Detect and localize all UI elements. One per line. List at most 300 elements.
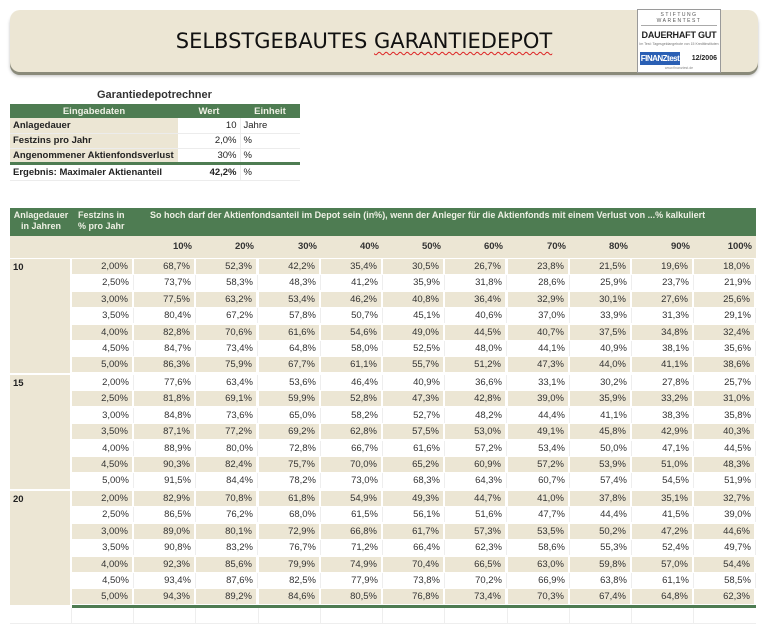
share-cell: 62,3% — [694, 589, 756, 604]
share-cell: 76,7% — [259, 540, 321, 555]
title-text-part2: GARANTIEDEPOT — [374, 29, 553, 53]
duration-label: 10 — [10, 259, 70, 373]
share-cell: 37,0% — [508, 308, 570, 323]
rate-cell: 4,00% — [72, 325, 134, 340]
share-cell: 48,0% — [445, 341, 507, 356]
share-cell: 40,8% — [383, 292, 445, 307]
share-cell: 83,2% — [196, 540, 258, 555]
loss-column-header: 60% — [483, 241, 503, 252]
share-cell: 82,5% — [259, 573, 321, 588]
share-cell: 37,8% — [570, 491, 632, 506]
badge-rating: DAUERHAFT GUT — [641, 30, 717, 40]
share-cell: 75,9% — [196, 357, 258, 372]
share-cell: 35,6% — [694, 341, 756, 356]
share-cell: 90,8% — [134, 540, 196, 555]
share-cell: 70,2% — [445, 573, 507, 588]
share-cell: 52,7% — [383, 408, 445, 423]
share-cell: 51,2% — [445, 357, 507, 372]
share-cell: 47,7% — [508, 507, 570, 522]
share-cell: 70,6% — [196, 325, 258, 340]
share-cell: 54,4% — [694, 557, 756, 572]
table-row — [72, 325, 756, 341]
calc-row-duration — [10, 118, 300, 133]
table-row — [72, 308, 756, 324]
share-cell: 66,9% — [508, 573, 570, 588]
share-cell: 30,1% — [570, 292, 632, 307]
share-cell: 55,3% — [570, 540, 632, 555]
share-cell: 84,8% — [134, 408, 196, 423]
finanztest-badge — [637, 9, 721, 73]
share-cell: 62,3% — [445, 540, 507, 555]
share-cell: 21,5% — [570, 259, 632, 274]
share-cell: 66,8% — [321, 524, 383, 539]
share-cell: 57,5% — [383, 424, 445, 439]
share-cell: 54,6% — [321, 325, 383, 340]
share-cell: 47,3% — [383, 391, 445, 406]
share-cell: 82,9% — [134, 491, 196, 506]
share-cell: 31,3% — [632, 308, 694, 323]
header-duration-line1: Anlagedauer — [13, 210, 69, 220]
share-cell: 63,2% — [196, 292, 258, 307]
share-cell: 73,8% — [383, 573, 445, 588]
duration-input[interactable]: 10 — [178, 118, 240, 133]
share-cell: 59,9% — [259, 391, 321, 406]
share-cell: 35,1% — [632, 491, 694, 506]
share-cell: 54,5% — [632, 473, 694, 488]
duration-block — [10, 259, 756, 374]
share-cell: 84,7% — [134, 341, 196, 356]
share-cell: 40,6% — [445, 308, 507, 323]
rate-cell: 2,00% — [72, 491, 134, 506]
share-cell: 67,4% — [570, 589, 632, 604]
share-cell: 47,1% — [632, 441, 694, 456]
share-cell: 67,7% — [259, 357, 321, 372]
loss-column-header: 70% — [546, 241, 566, 252]
rate-cell: 2,50% — [72, 391, 134, 406]
rate-cell: 2,00% — [72, 259, 134, 274]
results-grid — [10, 259, 756, 607]
share-cell: 45,8% — [570, 424, 632, 439]
share-cell: 51,0% — [632, 457, 694, 472]
share-cell: 39,0% — [694, 507, 756, 522]
share-cell: 79,9% — [259, 557, 321, 572]
badge-url: www.finanztest.de — [664, 66, 694, 70]
share-cell: 44,6% — [694, 524, 756, 539]
share-cell: 38,1% — [632, 341, 694, 356]
share-cell: 89,2% — [196, 589, 258, 604]
share-cell: 41,1% — [632, 357, 694, 372]
share-cell: 27,6% — [632, 292, 694, 307]
share-cell: 71,2% — [321, 540, 383, 555]
share-cell: 88,9% — [134, 441, 196, 456]
share-cell: 57,8% — [259, 308, 321, 323]
duration-label: 15 — [10, 375, 70, 489]
share-cell: 52,5% — [383, 341, 445, 356]
share-cell: 42,8% — [445, 391, 507, 406]
share-cell: 40,7% — [508, 325, 570, 340]
share-cell: 80,1% — [196, 524, 258, 539]
share-cell: 76,8% — [383, 589, 445, 604]
calc-unit: % — [240, 148, 300, 163]
table-row — [72, 424, 756, 440]
rate-cell: 5,00% — [72, 473, 134, 488]
empty-cell — [10, 608, 694, 624]
share-cell: 34,8% — [632, 325, 694, 340]
loss-input[interactable]: 30% — [178, 148, 240, 163]
share-cell: 35,9% — [570, 391, 632, 406]
share-cell: 75,7% — [259, 457, 321, 472]
calc-row-loss — [10, 148, 300, 163]
share-cell: 52,8% — [321, 391, 383, 406]
table-row — [72, 473, 756, 489]
share-cell: 31,0% — [694, 391, 756, 406]
table-header — [10, 208, 756, 236]
rate-cell: 2,50% — [72, 507, 134, 522]
share-cell: 61,6% — [259, 325, 321, 340]
share-cell: 63,0% — [508, 557, 570, 572]
badge-date: 12/2006 — [691, 55, 717, 62]
share-cell: 44,5% — [694, 441, 756, 456]
result-label: Ergebnis: Maximaler Aktienanteil — [10, 163, 178, 180]
share-cell: 77,5% — [134, 292, 196, 307]
table-row — [72, 491, 756, 507]
share-cell: 87,1% — [134, 424, 196, 439]
share-cell: 32,4% — [694, 325, 756, 340]
share-cell: 57,2% — [508, 457, 570, 472]
calc-row-rate — [10, 133, 300, 148]
calc-label: Anlagedauer — [10, 118, 178, 133]
loss-column-header: 80% — [608, 241, 628, 252]
table-row — [72, 375, 756, 391]
share-cell: 33,1% — [508, 375, 570, 390]
share-cell: 59,8% — [570, 557, 632, 572]
share-cell: 63,8% — [570, 573, 632, 588]
loss-columns-header — [10, 236, 756, 258]
share-cell: 94,3% — [134, 589, 196, 604]
share-cell: 66,5% — [445, 557, 507, 572]
share-cell: 25,9% — [570, 275, 632, 290]
share-cell: 46,2% — [321, 292, 383, 307]
share-cell: 48,3% — [259, 275, 321, 290]
share-cell: 73,4% — [196, 341, 258, 356]
table-row — [72, 357, 756, 373]
share-cell: 28,6% — [508, 275, 570, 290]
rate-cell: 4,50% — [72, 573, 134, 588]
empty-row — [10, 608, 756, 624]
calc-unit: % — [240, 133, 300, 148]
table-row — [72, 292, 756, 308]
share-cell: 38,6% — [694, 357, 756, 372]
share-cell: 68,3% — [383, 473, 445, 488]
share-cell: 47,3% — [508, 357, 570, 372]
share-cell: 72,9% — [259, 524, 321, 539]
share-cell: 53,4% — [259, 292, 321, 307]
share-cell: 44,7% — [445, 491, 507, 506]
share-cell: 30,2% — [570, 375, 632, 390]
calc-header-input: Eingabedaten — [10, 104, 178, 118]
table-row — [72, 341, 756, 357]
share-cell: 52,4% — [632, 540, 694, 555]
share-cell: 44,1% — [508, 341, 570, 356]
share-cell: 74,9% — [321, 557, 383, 572]
rate-cell: 5,00% — [72, 589, 134, 604]
share-cell: 64,8% — [632, 589, 694, 604]
share-cell: 53,9% — [570, 457, 632, 472]
table-row — [72, 441, 756, 457]
share-cell: 84,4% — [196, 473, 258, 488]
share-cell: 50,2% — [570, 524, 632, 539]
share-cell: 60,7% — [508, 473, 570, 488]
share-cell: 58,3% — [196, 275, 258, 290]
share-cell: 80,5% — [321, 589, 383, 604]
loss-column-header: 100% — [727, 241, 752, 252]
share-cell: 48,2% — [445, 408, 507, 423]
share-cell: 32,9% — [508, 292, 570, 307]
share-cell: 61,1% — [321, 357, 383, 372]
share-cell: 70,3% — [508, 589, 570, 604]
share-cell: 77,9% — [321, 573, 383, 588]
share-cell: 61,7% — [383, 524, 445, 539]
share-cell: 73,7% — [134, 275, 196, 290]
calc-unit: Jahre — [240, 118, 300, 133]
result-unit: % — [240, 163, 300, 180]
share-cell: 89,0% — [134, 524, 196, 539]
share-cell: 25,6% — [694, 292, 756, 307]
share-cell: 73,6% — [196, 408, 258, 423]
rate-cell: 4,00% — [72, 557, 134, 572]
header-description: So hoch darf der Aktienfondsanteil im Depot sein (in%), wenn der Anleger für die Aktienfonds mit einem Verlust von ...% kalkuliert — [150, 210, 706, 220]
share-cell: 46,4% — [321, 375, 383, 390]
share-cell: 72,8% — [259, 441, 321, 456]
share-cell: 54,9% — [321, 491, 383, 506]
header-rate-line1: Festzins in — [78, 210, 125, 220]
share-cell: 64,8% — [259, 341, 321, 356]
share-cell: 51,9% — [694, 473, 756, 488]
share-cell: 69,1% — [196, 391, 258, 406]
rate-cell: 3,00% — [72, 408, 134, 423]
rate-cell: 2,00% — [72, 375, 134, 390]
share-cell: 50,7% — [321, 308, 383, 323]
rate-cell: 3,50% — [72, 308, 134, 323]
badge-org: STIFTUNG WARENTEST — [641, 12, 717, 26]
share-cell: 35,8% — [694, 408, 756, 423]
share-cell: 82,4% — [196, 457, 258, 472]
loss-column-header: 90% — [670, 241, 690, 252]
share-cell: 33,9% — [570, 308, 632, 323]
share-cell: 92,3% — [134, 557, 196, 572]
rate-cell: 3,00% — [72, 524, 134, 539]
share-cell: 44,4% — [508, 408, 570, 423]
share-cell: 29,1% — [694, 308, 756, 323]
share-cell: 53,4% — [508, 441, 570, 456]
share-cell: 66,4% — [383, 540, 445, 555]
share-cell: 30,5% — [383, 259, 445, 274]
share-cell: 57,0% — [632, 557, 694, 572]
header-duration — [10, 210, 72, 232]
share-cell: 80,4% — [134, 308, 196, 323]
share-cell: 70,8% — [196, 491, 258, 506]
share-cell: 44,4% — [570, 507, 632, 522]
share-cell: 40,9% — [383, 375, 445, 390]
table-row — [72, 391, 756, 407]
share-cell: 23,8% — [508, 259, 570, 274]
share-cell: 40,9% — [570, 341, 632, 356]
share-cell: 45,1% — [383, 308, 445, 323]
share-cell: 36,4% — [445, 292, 507, 307]
share-cell: 87,6% — [196, 573, 258, 588]
calc-label: Angenommener Aktienfondsverlust — [10, 148, 178, 163]
share-cell: 76,2% — [196, 507, 258, 522]
share-cell: 63,4% — [196, 375, 258, 390]
table-row — [72, 524, 756, 540]
share-cell: 65,0% — [259, 408, 321, 423]
share-cell: 56,1% — [383, 507, 445, 522]
share-cell: 47,2% — [632, 524, 694, 539]
share-cell: 35,9% — [383, 275, 445, 290]
share-cell: 42,2% — [259, 259, 321, 274]
rate-cell: 5,00% — [72, 357, 134, 372]
share-cell: 49,1% — [508, 424, 570, 439]
share-cell: 49,0% — [383, 325, 445, 340]
calc-header-value: Wert — [178, 104, 240, 118]
share-cell: 44,5% — [445, 325, 507, 340]
table-row — [72, 540, 756, 556]
calc-label: Festzins pro Jahr — [10, 133, 178, 148]
badge-subtext: Im Test: Tagesgeldangebote von 15 Kreditinstituten — [639, 42, 719, 46]
share-cell: 18,0% — [694, 259, 756, 274]
share-cell: 50,0% — [570, 441, 632, 456]
share-cell: 57,3% — [445, 524, 507, 539]
calculator-table — [10, 104, 300, 181]
table-row — [72, 573, 756, 589]
share-cell: 51,6% — [445, 507, 507, 522]
finanztest-logo: FINANZtest — [640, 54, 680, 63]
share-cell: 77,2% — [196, 424, 258, 439]
table-row — [72, 457, 756, 473]
table-row — [72, 507, 756, 523]
share-cell: 80,0% — [196, 441, 258, 456]
share-cell: 62,8% — [321, 424, 383, 439]
loss-column-header: 10% — [172, 241, 192, 252]
share-cell: 61,1% — [632, 573, 694, 588]
rate-cell: 2,50% — [72, 275, 134, 290]
share-cell: 65,2% — [383, 457, 445, 472]
share-cell: 52,3% — [196, 259, 258, 274]
share-cell: 53,0% — [445, 424, 507, 439]
share-cell: 41,1% — [570, 408, 632, 423]
share-cell: 53,6% — [259, 375, 321, 390]
share-cell: 37,5% — [570, 325, 632, 340]
duration-block — [10, 491, 756, 606]
share-cell: 42,9% — [632, 424, 694, 439]
share-cell: 68,7% — [134, 259, 196, 274]
share-cell: 85,6% — [196, 557, 258, 572]
share-cell: 53,5% — [508, 524, 570, 539]
calc-result-row — [10, 163, 300, 180]
table-row — [72, 275, 756, 291]
share-cell: 77,6% — [134, 375, 196, 390]
rate-input[interactable]: 2,0% — [178, 133, 240, 148]
loss-column-header: 40% — [359, 241, 379, 252]
share-cell: 48,3% — [694, 457, 756, 472]
share-cell: 41,2% — [321, 275, 383, 290]
share-cell: 57,4% — [570, 473, 632, 488]
share-cell: 73,4% — [445, 589, 507, 604]
share-cell: 91,5% — [134, 473, 196, 488]
rate-cell: 4,00% — [72, 441, 134, 456]
share-cell: 58,0% — [321, 341, 383, 356]
rate-cell: 4,50% — [72, 457, 134, 472]
share-cell: 39,0% — [508, 391, 570, 406]
rate-cell: 4,50% — [72, 341, 134, 356]
rate-cell: 3,50% — [72, 424, 134, 439]
share-cell: 86,5% — [134, 507, 196, 522]
share-cell: 36,6% — [445, 375, 507, 390]
share-cell: 41,5% — [632, 507, 694, 522]
table-row — [72, 408, 756, 424]
share-cell: 31,8% — [445, 275, 507, 290]
table-row — [72, 259, 756, 275]
share-cell: 84,6% — [259, 589, 321, 604]
share-cell: 58,2% — [321, 408, 383, 423]
duration-block — [10, 375, 756, 490]
share-cell: 66,7% — [321, 441, 383, 456]
share-cell: 49,3% — [383, 491, 445, 506]
share-cell: 55,7% — [383, 357, 445, 372]
share-cell: 26,7% — [445, 259, 507, 274]
header-duration-line2: in Jahren — [20, 221, 61, 231]
share-cell: 40,3% — [694, 424, 756, 439]
share-cell: 33,2% — [632, 391, 694, 406]
share-cell: 61,6% — [383, 441, 445, 456]
rate-cell: 3,00% — [72, 292, 134, 307]
share-cell: 41,0% — [508, 491, 570, 506]
share-cell: 49,7% — [694, 540, 756, 555]
share-cell: 27,8% — [632, 375, 694, 390]
share-cell: 86,3% — [134, 357, 196, 372]
share-cell: 21,9% — [694, 275, 756, 290]
table-row — [72, 589, 756, 605]
share-cell: 23,7% — [632, 275, 694, 290]
share-cell: 44,0% — [570, 357, 632, 372]
share-cell: 58,5% — [694, 573, 756, 588]
share-cell: 81,8% — [134, 391, 196, 406]
loss-column-header: 30% — [297, 241, 317, 252]
loss-column-header: 20% — [234, 241, 254, 252]
rate-cell: 3,50% — [72, 540, 134, 555]
result-value: 42,2% — [178, 163, 240, 180]
share-cell: 32,7% — [694, 491, 756, 506]
share-cell: 68,0% — [259, 507, 321, 522]
share-cell: 82,8% — [134, 325, 196, 340]
share-cell: 67,2% — [196, 308, 258, 323]
calc-header-unit: Einheit — [240, 104, 300, 118]
loss-column-header: 50% — [421, 241, 441, 252]
calculator-title: Garantiedepotrechner — [97, 89, 212, 101]
share-cell: 60,9% — [445, 457, 507, 472]
share-cell: 64,3% — [445, 473, 507, 488]
header-rate — [78, 210, 140, 232]
title-text-part1: SELBSTGEBAUTES — [175, 29, 375, 53]
share-cell: 90,3% — [134, 457, 196, 472]
table-row — [72, 557, 756, 573]
share-cell: 78,2% — [259, 473, 321, 488]
share-cell: 35,4% — [321, 259, 383, 274]
share-cell: 70,0% — [321, 457, 383, 472]
share-cell: 93,4% — [134, 573, 196, 588]
share-cell: 38,3% — [632, 408, 694, 423]
share-cell: 61,5% — [321, 507, 383, 522]
